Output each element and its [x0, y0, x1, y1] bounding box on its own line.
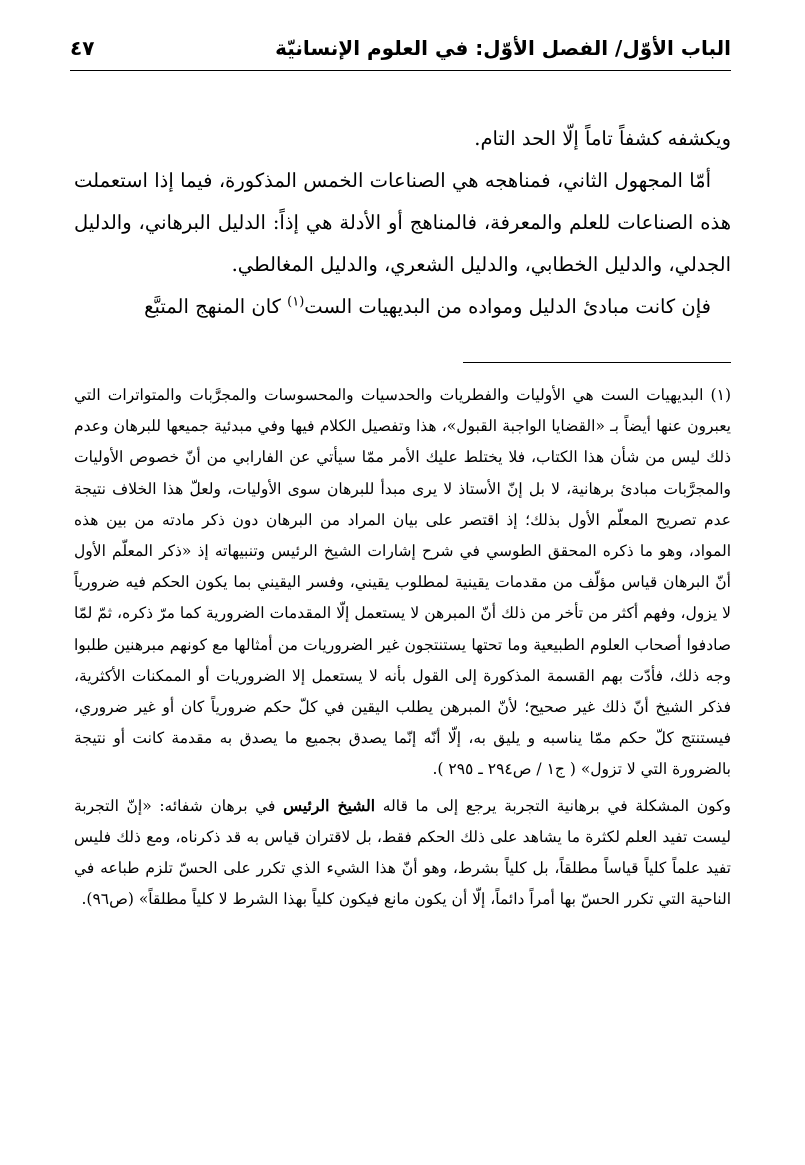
page-number: ٤٧ — [70, 36, 95, 60]
footnote-2 — [74, 790, 731, 916]
main-paragraph-1: ويكشفه كشفاً تاماً إلّا الحد التام. — [474, 127, 731, 150]
main-paragraph-3-start: فإن كانت مبادئ الدليل ومواده من البديهيات الست — [304, 295, 711, 318]
running-title: الباب الأوّل/ الفصل الأوّل: في العلوم الإنسانيّة — [275, 36, 731, 60]
footnotes — [74, 380, 731, 915]
main-paragraph-2: أمّا المجهول الثاني، فمناهجه هي الصناعات الخمس المذكورة، فيما إذا استعملت هذه الصناعات للعلم والمعرفة، فالمناهج أو الأدلة هي إذاً: الدليل البرهاني، والدليل الجدلي، والدليل الخطابي، والدليل الشعري، والدليل المغالطي. — [74, 169, 731, 276]
main-text — [74, 118, 731, 328]
footnote-separator — [463, 362, 731, 363]
footnote-2-end: في برهان شفائه: «إنّ التجربة ليست تفيد العلم لكثرة ما يشاهد على ذلك الحكم فقط، بل لاقتران قياس به قد ذكرناه، ومع ذلك فليس تفيد علماً كلياً قياساً مطلقاً، بل كلياً بشرط، وهو أنّ هذا الشيء الذي تكرر على الحسّ تلزم طباعه في الناحية التي تكرر الحسّ بها أمراً دائماً، إلّا أن يكون مانع فيكون كلياً بهذا الشرط لا كلياً مطلقاً» (ص٩٦). — [74, 796, 731, 909]
page-header — [70, 34, 731, 71]
footnote-2-bold-name: الشيخ الرئيس — [283, 795, 376, 815]
footnote-1: (١) البديهيات الست هي الأوليات والفطريات والحدسيات والمحسوسات والمجرَّبات والمتواترات التي يعبرون عنها أيضاً بـ «القضايا الواجبة القبول»، هذا وتفصيل الكلام فيها وفي مبدئية جميعها للبرهان وعدم ذلك ليس من شأن هذا الكتاب، فلا يختلط عليك الأمر ممّا سيأتي عن الفارابي من أنّ خصوص الأوليات والمجرَّبات مبادئ برهانية، لا بل إنّ الأستاذ لا يرى مبدأ للبرهان سوى الأوليات، ولعلّ هذا الخلاف نتيجة عدم تصريح المعلّم الأول بذلك؛ إذ اقتصر على بيان المراد من البرهان دون ذكر مادته من بين هذه المواد، وهو ما ذكره المحقق الطوسي في شرح إشارات الشيخ الرئيس وتنبيهاته إذ «ذكر المعلّم الأول أنّ البرهان قياس مؤلّف من مقدمات يقينية لمطلوب يقيني، وفسر اليقيني بما يكون الحكم فيه ضرورياً لا يزول، وفهم أكثر من تأخر من ذلك أنّ المبرهن لا يستعمل إلّا المقدمات الضرورية كما مرّ ذكره، ثمّ لمّا صادفوا أصحاب العلوم الطبيعية وما تحتها يستنتجون غير الضروريات من أمثالها مع كونهم مبرهنين طلبوا وجه ذلك، فأدّت بهم القسمة المذكورة إلى القول بأنه لا يستعمل إلا الضروريات أو الممكنات الأكثرية، فذكر الشيخ أنّ ذلك غير صحيح؛ لأنّ المبرهن يطلب اليقين في كلّ حكم ضرورياً كان أو غير ضروري، فيستنتج كلّ حكم ممّا يناسبه و يليق به، إلّا أنّه إنّما يصدق بجميع ما يصدق به مقدمة كانت أو نتيجة بالضرورة التي لا تزول» ( ج١ / ص٢٩٤ ـ ٢٩٥ ). — [74, 386, 731, 779]
main-paragraph-3 — [74, 286, 731, 328]
main-paragraph-3-end: كان المنهج المتبَّع — [144, 295, 288, 318]
footnote-2-start: وكون المشكلة في برهانية التجربة يرجع إلى ما قاله — [375, 796, 731, 815]
footnote-reference-marker: (١) — [287, 294, 305, 310]
